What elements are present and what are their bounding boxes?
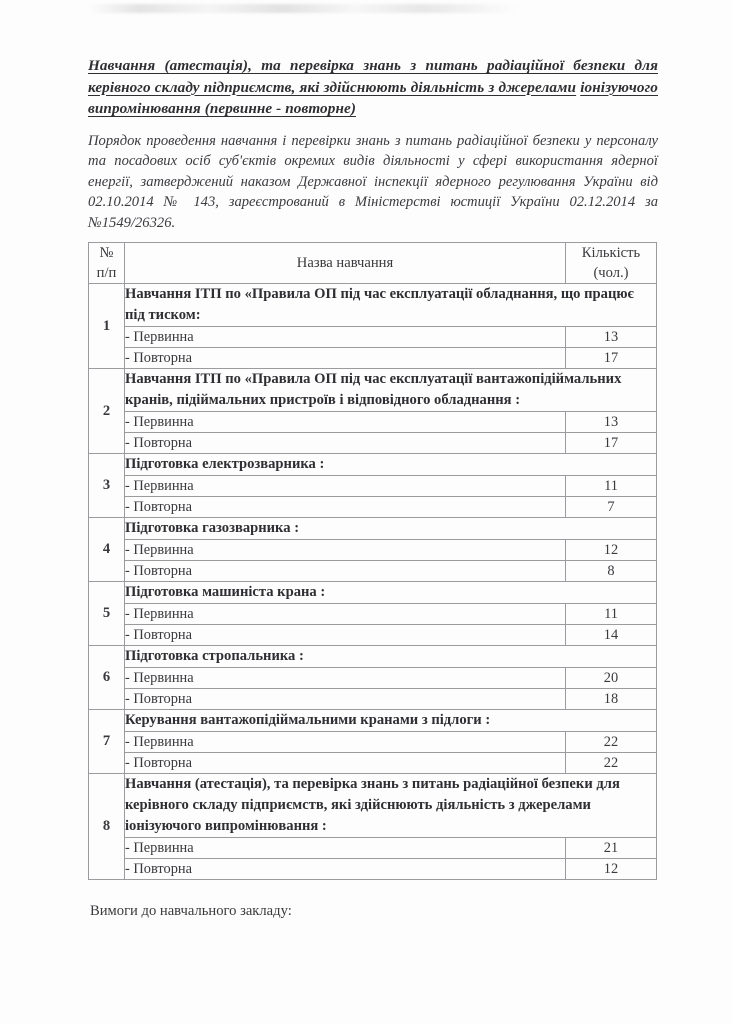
table-subrow-repeat-training xyxy=(89,497,657,518)
table-subrow-repeat-training xyxy=(89,433,657,454)
column-header-name: Назва навчання xyxy=(125,243,566,284)
subrow-quantity: 11 xyxy=(566,604,657,625)
column-header-number-line2: п/п xyxy=(96,265,117,282)
subrow-label: - Первинна xyxy=(125,838,566,859)
table-subrow-repeat-training xyxy=(89,625,657,646)
table-subrow-primary-training xyxy=(89,604,657,625)
table-row xyxy=(89,582,657,604)
subrow-label: - Повторна xyxy=(125,753,566,774)
subrow-quantity: 22 xyxy=(566,753,657,774)
table-header-row xyxy=(89,243,657,284)
page-title-line-1: Навчання (атестація), та перевірка знань з питань радіаційної безпеки для xyxy=(88,57,658,74)
table-subrow-primary-training xyxy=(89,838,657,859)
row-title: Навчання (атестація), та перевірка знань з питань радіаційної безпеки для керівного складу підприємств, які здійснюють діяльність з джерелами іонізуючого випромінювання : xyxy=(125,774,657,838)
column-header-quantity-line2: (чол.) xyxy=(593,265,629,282)
table-subrow-repeat-training xyxy=(89,859,657,880)
column-header-number-line1: № xyxy=(99,245,114,262)
table-subrow-repeat-training xyxy=(89,561,657,582)
subrow-label: - Повторна xyxy=(125,497,566,518)
row-number: 8 xyxy=(89,774,125,880)
table-subrow-repeat-training xyxy=(89,753,657,774)
page-title-line-3: іонізуючого випромінювання (первинне - повторне) xyxy=(88,78,658,117)
row-number: 1 xyxy=(89,284,125,369)
table-subrow-primary-training xyxy=(89,540,657,561)
subrow-label: - Первинна xyxy=(125,604,566,625)
subrow-quantity: 18 xyxy=(566,689,657,710)
row-number: 7 xyxy=(89,710,125,774)
row-title: Навчання ІТП по «Правила ОП під час експлуатації вантажопідіймальних кранів, підіймальних пристроїв і відповідного обладнання : xyxy=(125,369,657,412)
table-row xyxy=(89,774,657,838)
row-title: Підготовка електрозварника : xyxy=(125,454,657,476)
subrow-label: - Повторна xyxy=(125,625,566,646)
document-content xyxy=(88,0,658,921)
column-header-number xyxy=(89,243,125,284)
table-subrow-primary-training xyxy=(89,412,657,433)
subrow-label: - Повторна xyxy=(125,348,566,369)
subrow-quantity: 21 xyxy=(566,838,657,859)
subrow-quantity: 8 xyxy=(566,561,657,582)
row-number: 3 xyxy=(89,454,125,518)
training-table xyxy=(88,242,657,880)
subrow-label: - Первинна xyxy=(125,476,566,497)
row-title: Керування вантажопідіймальними кранами з підлоги : xyxy=(125,710,657,732)
page-title-line-2: керівного складу підприємств, які здійснюють діяльність з джерелами xyxy=(88,78,577,96)
subrow-label: - Повторна xyxy=(125,561,566,582)
column-header-quantity xyxy=(566,243,657,284)
subrow-quantity: 12 xyxy=(566,859,657,880)
table-row xyxy=(89,454,657,476)
subrow-quantity: 7 xyxy=(566,497,657,518)
table-row xyxy=(89,369,657,412)
subrow-label: - Повторна xyxy=(125,433,566,454)
row-title: Підготовка газозварника : xyxy=(125,518,657,540)
table-row xyxy=(89,646,657,668)
page-title xyxy=(88,0,658,120)
subrow-quantity: 22 xyxy=(566,732,657,753)
row-number: 2 xyxy=(89,369,125,454)
row-title: Підготовка стропальника : xyxy=(125,646,657,668)
table-subrow-primary-training xyxy=(89,476,657,497)
table-body xyxy=(89,284,657,880)
table-subrow-primary-training xyxy=(89,668,657,689)
table-row xyxy=(89,284,657,327)
footer-note: Вимоги до навчального закладу: xyxy=(90,903,292,920)
table-subrow-repeat-training xyxy=(89,689,657,710)
row-number: 6 xyxy=(89,646,125,710)
subrow-label: - Первинна xyxy=(125,327,566,348)
subrow-quantity: 17 xyxy=(566,348,657,369)
subrow-label: - Первинна xyxy=(125,412,566,433)
column-header-quantity-line1: Кількість xyxy=(581,245,641,262)
subrow-quantity: 17 xyxy=(566,433,657,454)
subrow-quantity: 14 xyxy=(566,625,657,646)
subrow-label: - Первинна xyxy=(125,732,566,753)
subrow-label: - Повторна xyxy=(125,859,566,880)
row-number: 4 xyxy=(89,518,125,582)
table-subrow-primary-training xyxy=(89,327,657,348)
table-subrow-primary-training xyxy=(89,732,657,753)
subrow-quantity: 11 xyxy=(566,476,657,497)
table-row xyxy=(89,710,657,732)
subrow-label: - Первинна xyxy=(125,668,566,689)
table-row xyxy=(89,518,657,540)
row-number: 5 xyxy=(89,582,125,646)
subrow-label: - Повторна xyxy=(125,689,566,710)
row-title: Навчання ІТП по «Правила ОП під час експлуатації обладнання, що працює під тиском: xyxy=(125,284,657,327)
subrow-quantity: 20 xyxy=(566,668,657,689)
subrow-quantity: 13 xyxy=(566,327,657,348)
table-subrow-repeat-training xyxy=(89,348,657,369)
intro-paragraph: Порядок проведення навчання і перевірки знань з питань радіаційної безпеки у персоналу та посадових осіб суб'єктів окремих видів діяльності у сфері використання ядерної енергії, затверджений наказом Державної інспекції ядерного регулювання України від 02.10.2014 № 143, зареєстрований в Міністерстві юстиції України 02.12.2014 за №1549/26326. xyxy=(88,132,658,231)
subrow-label: - Первинна xyxy=(125,540,566,561)
subrow-quantity: 12 xyxy=(566,540,657,561)
subrow-quantity: 13 xyxy=(566,412,657,433)
row-title: Підготовка машиніста крана : xyxy=(125,582,657,604)
